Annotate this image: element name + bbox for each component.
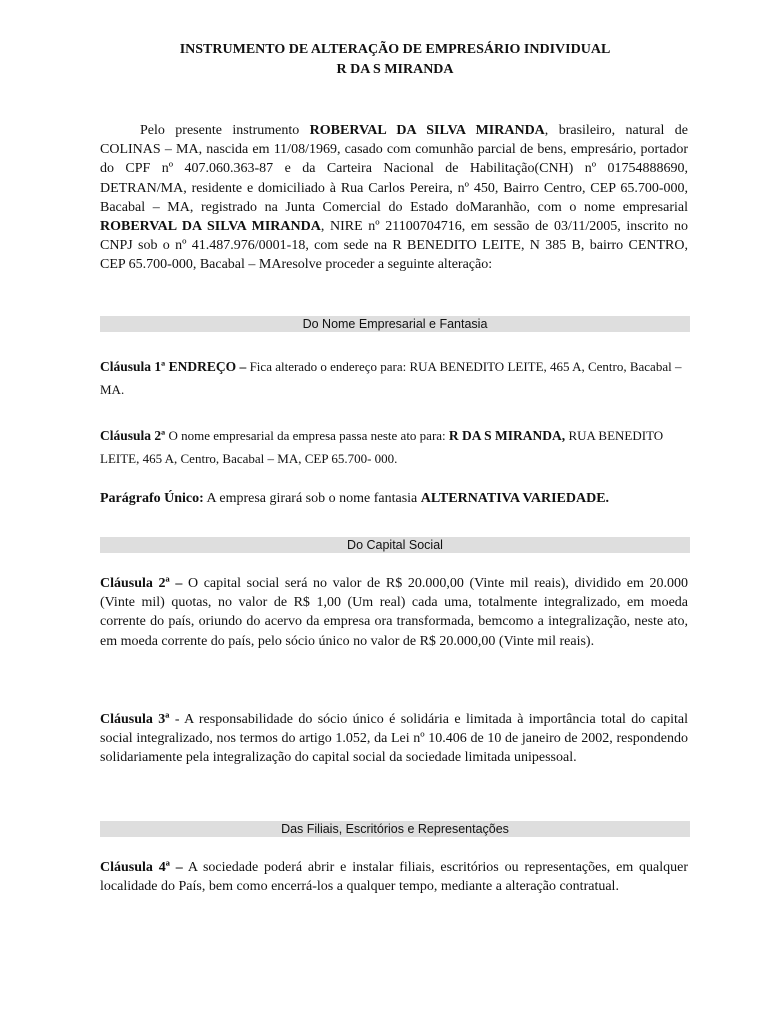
owner-name: ROBERVAL DA SILVA MIRANDA xyxy=(309,123,545,138)
clause-text: Fica alterado o endereço para: RUA BENEDITO LEITE, 465 A, Centro, Bacabal – MA. xyxy=(100,359,682,397)
intro-text-1: Pelo presente instrumento xyxy=(140,123,310,138)
section-heading-capital: Do Capital Social xyxy=(100,537,690,553)
trade-name: ALTERNATIVA VARIEDADE. xyxy=(420,491,610,506)
clause-label: Cláusula 3ª xyxy=(100,712,170,727)
document-subtitle: R DA S MIRANDA xyxy=(336,62,454,77)
clause-text: A sociedade poderá abrir e instalar filiais, escritórios ou representações, em qualquer localidade do País, bem como encerrá-los a qualquer tempo, mediante a alteração contratual. xyxy=(100,860,689,895)
clause-text: O nome empresarial da empresa passa neste ato para: xyxy=(165,428,449,443)
intro-text-3: , NIRE nº 21100704716, em sessão de 03/11/2005, inscrito no CNPJ sob o nº 41.487.976/0001-18, com sede na R BENEDITO LEITE, N 385 B, bairro CENTRO, CEP 65.700-000, Bacabal – MAresolve proceder a seguinte alteração: xyxy=(100,219,689,273)
paragrafo-text: A empresa girará sob o nome fantasia xyxy=(203,491,421,506)
clause-2-name xyxy=(100,424,688,470)
intro-text-2: , brasileiro, natural de COLINAS – MA, nascida em 11/08/1969, casado com comunhão parcial de bens, empresário, portador do CPF nº 407.060.363-87 e da Carteira Nacional de Habilitação(CNH) nº 01754888690, DETRAN/MA, residente e domiciliado à Rua Carlos Pereira, nº 450, Bairro Centro, CEP 65.700-000, Bacabal – MA, registrado na Junta Comercial do Estado doMaranhão, com o nome empresarial xyxy=(100,123,688,215)
document-title: INSTRUMENTO DE ALTERAÇÃO DE EMPRESÁRIO INDIVIDUAL xyxy=(179,42,611,57)
clause-text: O capital social será no valor de R$ 20.000,00 (Vinte mil reais), dividido em 20.000 (Vinte mil) quotas, no valor de R$ 1,00 (Um real) cada uma, totalmente integralizado, em moeda corrente do país, oriundo do acervo da empresa ora transformada, bemcomo a integralização, neste ato, em moeda corrente do país, pelo sócio único no valor de R$ 20.000,00 (Vinte mil reais). xyxy=(100,576,688,649)
paragrafo-label: Parágrafo Único: xyxy=(100,491,204,506)
clause-label: Cláusula 1ª ENDREÇO – xyxy=(100,359,250,374)
section-heading-branches: Das Filiais, Escritórios e Representações xyxy=(100,821,690,837)
business-name: ROBERVAL DA SILVA MIRANDA xyxy=(100,219,321,235)
clause-2-capital xyxy=(100,574,688,651)
clause-4-branches xyxy=(100,858,688,896)
section-heading-name: Do Nome Empresarial e Fantasia xyxy=(100,316,690,332)
intro-paragraph xyxy=(100,121,688,275)
clause-1-address xyxy=(100,355,688,401)
clause-text: - A responsabilidade do sócio único é solidária e limitada à importância total do capital social integralizado, nos termos do artigo 1.052, da Lei nº 10.406 de 10 de janeiro de 2002, respondendo solidariamente pela integralização do capital social da sociedade limitada unipessoal. xyxy=(100,712,689,766)
paragrafo-unico xyxy=(100,489,688,509)
clause-label: Cláusula 2ª – xyxy=(100,576,183,591)
clause-label: Cláusula 4ª – xyxy=(100,860,183,875)
clause-text: RUA BENEDITO LEITE, 465 A, Centro, Bacabal – MA, CEP 65.700- 000. xyxy=(100,428,664,466)
clause-label: Cláusula 2ª xyxy=(100,428,166,443)
new-business-name: R DA S MIRANDA, xyxy=(448,428,566,443)
clause-3-responsibility xyxy=(100,710,688,768)
